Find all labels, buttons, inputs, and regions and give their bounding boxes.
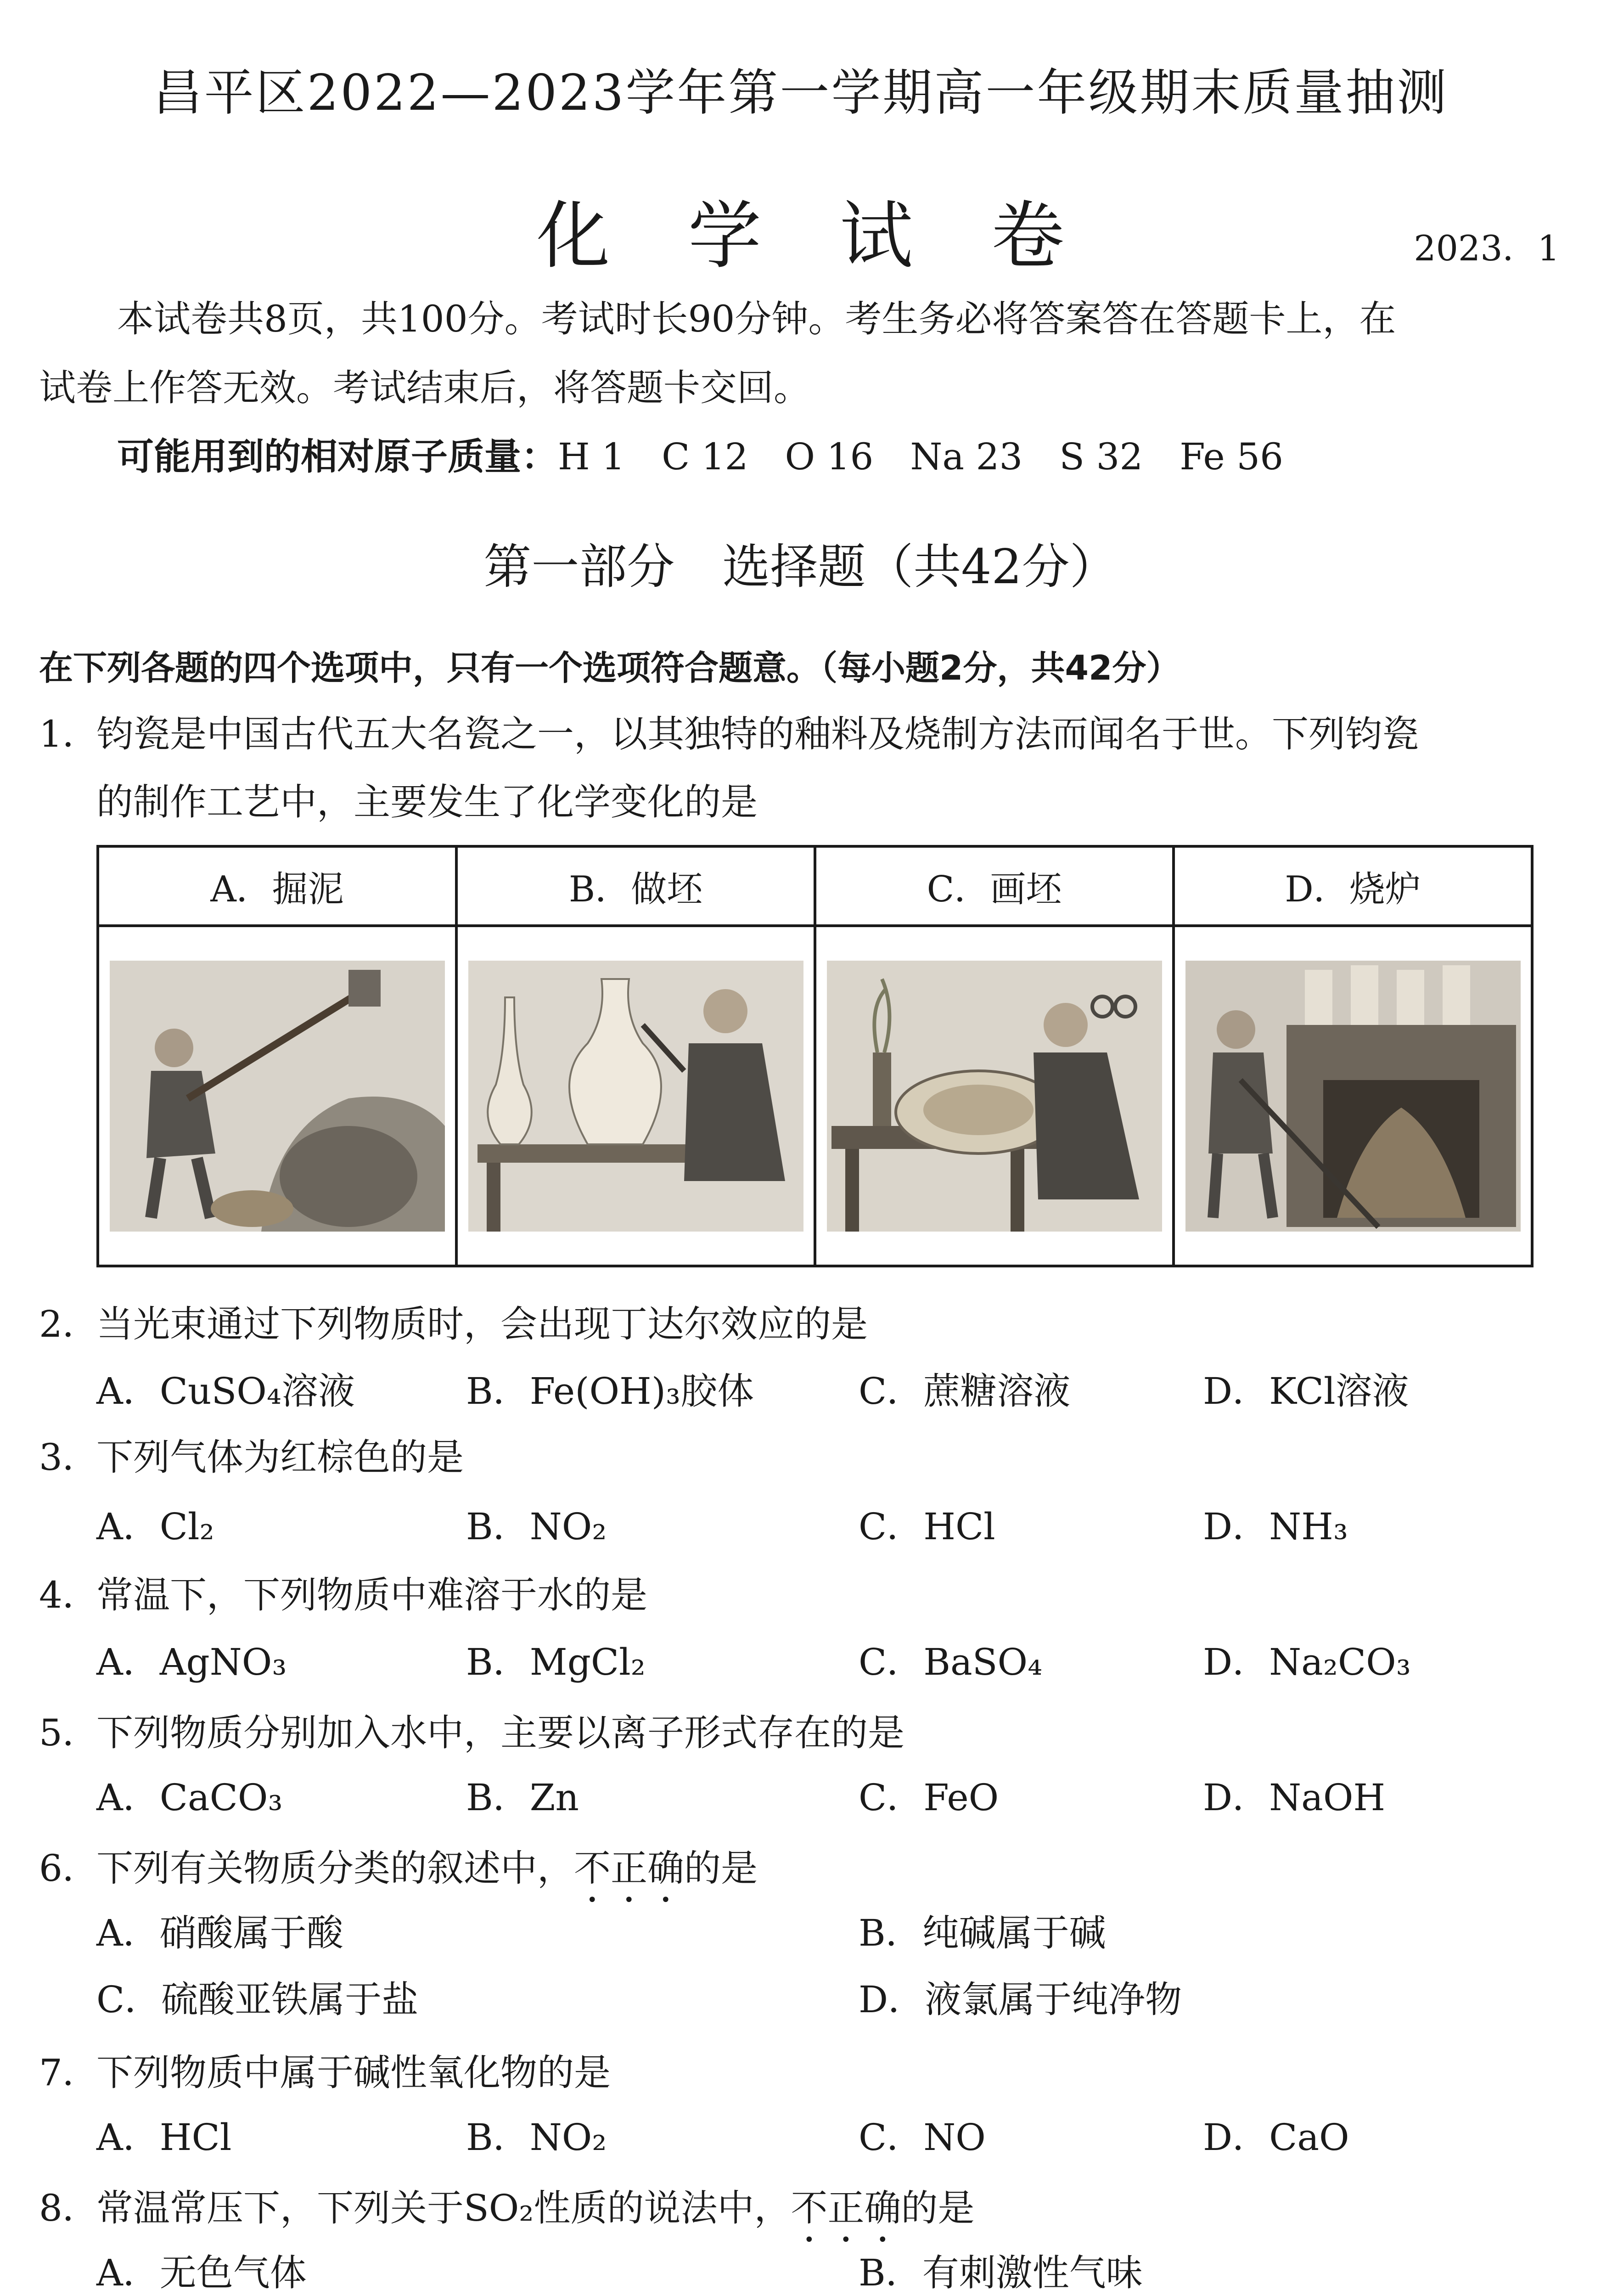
q8-option-b: B．有刺激性气味 bbox=[859, 2251, 1143, 2294]
q5-option-c: C．FeO bbox=[859, 1776, 999, 1819]
question-number: 3． bbox=[39, 1436, 99, 1479]
question-text: 下列物质中属于碱性氧化物的是 bbox=[96, 2051, 611, 2094]
question-text-pre: 常温常压下，下列关于SO₂性质的说法中， bbox=[96, 2187, 791, 2229]
q2-option-c: C．蔗糖溶液 bbox=[859, 1370, 1071, 1412]
q7-option-b: B．NO₂ bbox=[466, 2116, 607, 2159]
q6-option-b: B．纯碱属于碱 bbox=[859, 1912, 1106, 1954]
digging-clay-image bbox=[110, 961, 445, 1232]
q2-option-b: B．Fe(OH)₃胶体 bbox=[466, 1370, 754, 1412]
q7-option-c: C．NO bbox=[859, 2116, 986, 2159]
q1-image-cell-d bbox=[1174, 926, 1532, 1266]
q2-option-a: A．CuSO₄溶液 bbox=[96, 1370, 355, 1412]
question-2 bbox=[39, 1290, 1563, 1358]
atomic-mass-values: H 1 C 12 O 16 Na 23 S 32 Fe 56 bbox=[558, 435, 1283, 478]
question-number: 5． bbox=[39, 1711, 99, 1754]
question-text-pre: 下列有关物质分类的叙述中， bbox=[96, 1847, 574, 1890]
question-4 bbox=[39, 1561, 1563, 1629]
question-7 bbox=[39, 2039, 1563, 2107]
question-text: 下列气体为红棕色的是 bbox=[96, 1436, 464, 1479]
q2-option-d: D．KCl溶液 bbox=[1203, 1370, 1409, 1412]
instruction-line-1: 本试卷共8页，共100分。考试时长90分钟。考生务必将答案答在答题卡上，在 bbox=[117, 298, 1396, 340]
q5-option-a: A．CaCO₃ bbox=[96, 1776, 283, 1819]
q7-option-a: A．HCl bbox=[96, 2116, 232, 2159]
q5-option-b: B．Zn bbox=[466, 1776, 579, 1819]
atomic-mass-label: 可能用到的相对原子质量： bbox=[117, 435, 558, 478]
question-5 bbox=[39, 1699, 1563, 1767]
question-text-cont: 的制作工艺中，主要发生了化学变化的是 bbox=[96, 781, 758, 823]
section-instruction: 在下列各题的四个选项中，只有一个选项符合题意。（每小题2分，共42分） bbox=[39, 648, 1180, 688]
q4-option-b: B．MgCl₂ bbox=[466, 1641, 646, 1683]
q6-option-d: D．液氯属于纯净物 bbox=[859, 1978, 1182, 2021]
question-text-emphasis: 不正确 bbox=[574, 1847, 684, 1890]
painting-bowl-image bbox=[827, 961, 1162, 1232]
question-8 bbox=[39, 2174, 1563, 2251]
making-vase-image bbox=[468, 961, 803, 1232]
q3-option-a: A．Cl₂ bbox=[96, 1505, 214, 1548]
q4-option-d: D．Na₂CO₃ bbox=[1203, 1641, 1411, 1683]
q1-option-table bbox=[96, 845, 1534, 1267]
question-1 bbox=[39, 700, 1563, 836]
question-text: 常温下，下列物质中难溶于水的是 bbox=[96, 1574, 647, 1616]
question-number: 2． bbox=[39, 1303, 99, 1345]
question-number: 4． bbox=[39, 1574, 99, 1616]
question-6 bbox=[39, 1835, 1563, 1911]
question-text-post: 的是 bbox=[901, 2187, 975, 2229]
question-number: 1． bbox=[39, 713, 99, 755]
question-text-emphasis: 不正确 bbox=[791, 2187, 901, 2229]
q6-option-a: A．硝酸属于酸 bbox=[96, 1912, 343, 1954]
firing-kiln-image bbox=[1185, 961, 1521, 1232]
q1-header-a: A．掘泥 bbox=[98, 846, 456, 926]
q1-image-cell-c bbox=[815, 926, 1174, 1266]
q3-option-c: C．HCl bbox=[859, 1505, 995, 1548]
question-text: 钧瓷是中国古代五大名瓷之一，以其独特的釉料及烧制方法而闻名于世。下列钧瓷 bbox=[96, 713, 1419, 755]
question-number: 7． bbox=[39, 2051, 99, 2094]
instruction-line-2: 试卷上作答无效。考试结束后，将答题卡交回。 bbox=[39, 366, 810, 409]
exam-title: 昌平区2022—2023学年第一学期高一年级期末质量抽测 bbox=[152, 64, 1449, 122]
q4-option-c: C．BaSO₄ bbox=[859, 1641, 1043, 1683]
q1-header-b: B．做坯 bbox=[456, 846, 815, 926]
question-number: 6． bbox=[39, 1847, 99, 1890]
q1-header-c: C．画坯 bbox=[815, 846, 1174, 926]
question-text: 下列物质分别加入水中，主要以离子形式存在的是 bbox=[96, 1711, 904, 1754]
q1-image-cell-a bbox=[98, 926, 456, 1266]
atomic-mass-line bbox=[39, 422, 1554, 491]
q3-option-b: B．NO₂ bbox=[466, 1505, 607, 1548]
q7-option-d: D．CaO bbox=[1203, 2116, 1349, 2159]
q1-image-cell-b bbox=[456, 926, 815, 1266]
section-title: 第一部分 选择题（共42分） bbox=[483, 539, 1118, 595]
question-text-post: 的是 bbox=[684, 1847, 758, 1890]
q6-option-c: C．硫酸亚铁属于盐 bbox=[96, 1978, 419, 2021]
q8-option-a: A．无色气体 bbox=[96, 2251, 307, 2294]
question-text: 当光束通过下列物质时，会出现丁达尔效应的是 bbox=[96, 1303, 868, 1345]
q1-header-d: D．烧炉 bbox=[1174, 846, 1532, 926]
q3-option-d: D．NH₃ bbox=[1203, 1505, 1348, 1548]
q4-option-a: A．AgNO₃ bbox=[96, 1641, 287, 1683]
question-number: 8． bbox=[39, 2187, 99, 2229]
exam-date: 2023．1 bbox=[1414, 228, 1560, 269]
subject-title: 化学试卷 bbox=[536, 193, 1143, 279]
q5-option-d: D．NaOH bbox=[1203, 1776, 1386, 1819]
question-3 bbox=[39, 1424, 1563, 1491]
